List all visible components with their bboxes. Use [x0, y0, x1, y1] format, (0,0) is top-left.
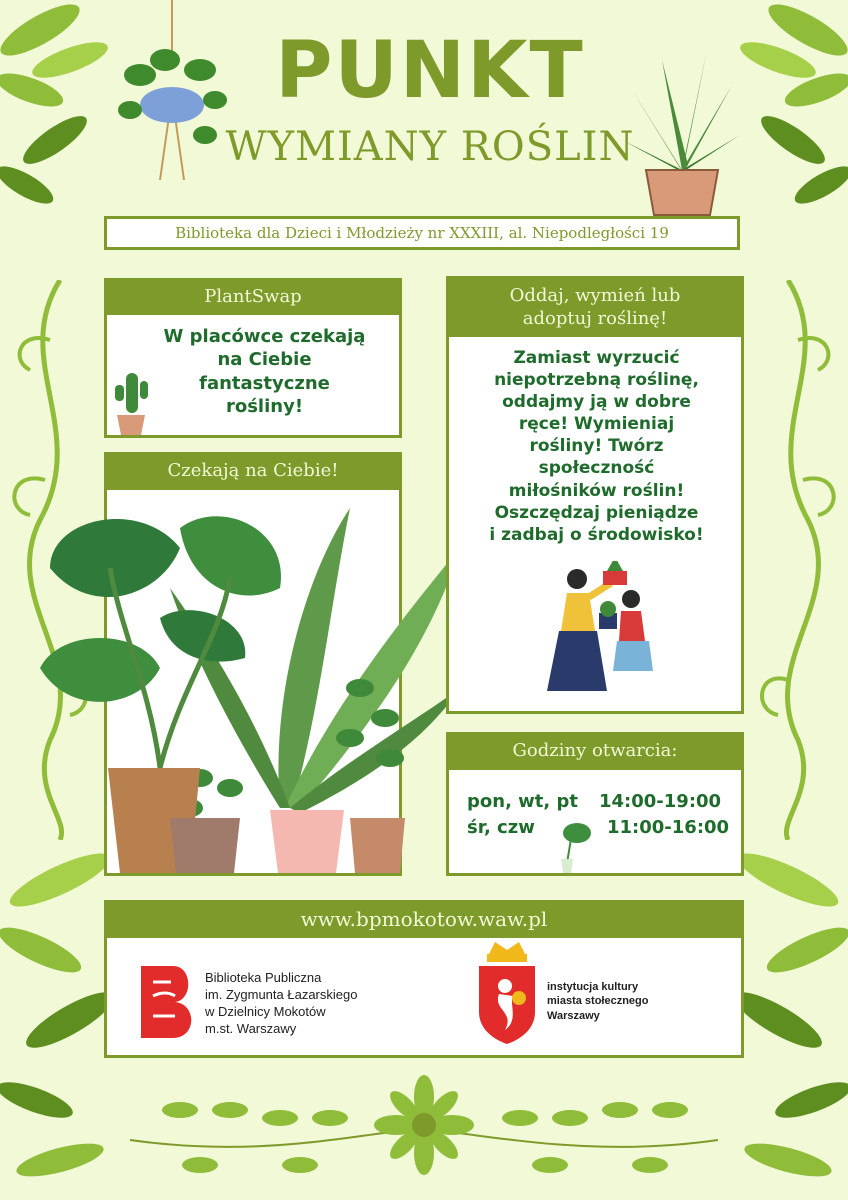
institution-text — [547, 980, 648, 1023]
address-banner — [104, 216, 740, 250]
hours-row-1-time: 14:00-19:00 — [599, 791, 722, 812]
website-banner — [104, 900, 744, 938]
library-name-line-2: im. Zygmunta Łazarskiego — [205, 986, 358, 1002]
library-name-line-1: Biblioteka Publiczna — [205, 970, 322, 985]
website-url[interactable]: www.bpmokotow.waw.pl — [300, 907, 548, 931]
vine-right — [748, 280, 848, 840]
library-name — [205, 970, 357, 1038]
plantswap-heading: PlantSwap — [107, 281, 399, 315]
library-logo — [141, 966, 197, 1038]
address-text: Biblioteka dla Dzieci i Młodzieży nr XXXIII, al. Niepodległości 19 — [175, 224, 669, 242]
hours-card — [446, 732, 744, 876]
plantswap-card — [104, 278, 402, 438]
monstera-vase-icon — [553, 819, 593, 875]
exchange-card — [446, 276, 744, 714]
flower-ornament — [120, 1070, 728, 1190]
hours-row-2-days: śr, czw — [467, 817, 535, 838]
hours-row-2-time: 11:00-16:00 — [607, 817, 730, 838]
poster-title: PUNKT — [275, 26, 585, 116]
cactus-icon — [111, 367, 151, 437]
library-name-line-3: w Dzielnicy Mokotów — [205, 1003, 326, 1019]
exchange-heading: Oddaj, wymień lub adoptuj roślinę! — [449, 279, 741, 337]
people-with-plants-illustration — [541, 561, 671, 711]
warsaw-coat-of-arms-icon — [475, 940, 539, 1044]
institution-line-1: instytucja kultury — [547, 981, 639, 993]
partners-box — [104, 938, 744, 1058]
exchange-text: Zamiast wyrzucić niepotrzebną roślinę, oddajmy ją w dobre ręce! Wymieniaj rośliny! Twórz społeczność miłośników roślin! Oszczędzaj pieniądze i zadbaj o środowisko! — [489, 348, 704, 545]
institution-line-2: miasta stołecznego — [547, 995, 649, 1008]
hours-row-1-days: pon, wt, pt — [467, 791, 578, 812]
potted-plants-illustration — [30, 488, 470, 876]
library-name-line-4: m.st. Warszawy — [205, 1020, 297, 1036]
institution-line-3: Warszawy — [547, 1009, 600, 1022]
waiting-heading: Czekają na Ciebie! — [107, 455, 399, 490]
poster-subtitle: WYMIANY ROŚLIN — [225, 124, 635, 170]
plantswap-text: W placówce czekają na Ciebie fantastyczne rośliny! — [163, 326, 366, 418]
hours-heading: Godziny otwarcia: — [449, 735, 741, 770]
